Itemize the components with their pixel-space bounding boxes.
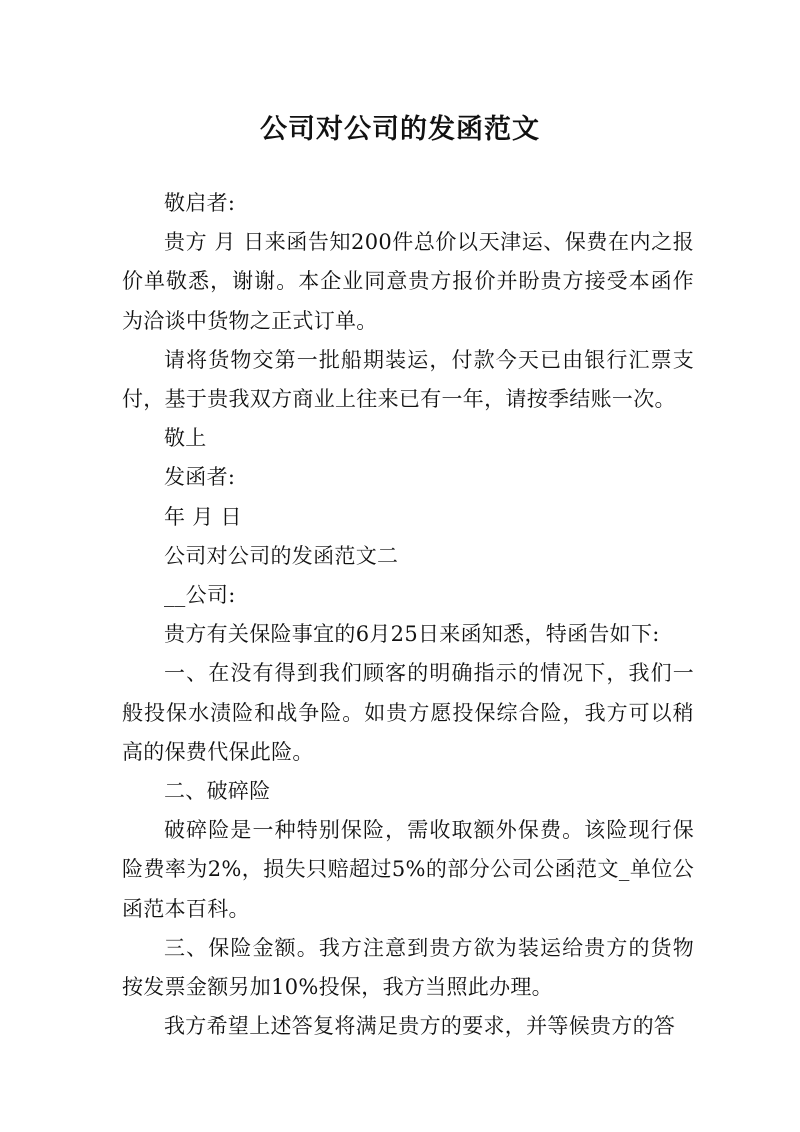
paragraph-insurance-item-1: 一、在没有得到我们顾客的明确指示的情况下，我们一般投保水渍险和战争险。如贵方愿投保综合险，我方可以稍高的保费代保此险。 — [122, 661, 694, 764]
paragraph-date-line: 年 月 日 — [164, 504, 242, 529]
document-body — [122, 184, 694, 1046]
paragraph-salutation: 敬启者: — [164, 191, 236, 215]
document-title: 公司对公司的发函范文 — [260, 114, 540, 146]
paragraph-sender-label: 发函者: — [164, 465, 236, 490]
paragraph-shipment-payment: 请将货物交第一批船期装运，付款今天已由银行汇票支付，基于贵我双方商业上往来已有一年，请按季结账一次。 — [122, 347, 694, 412]
paragraph-breakage-insurance: 破碎险是一种特别保险，需收取额外保费。该险现行保险费率为2%，损失只赔超过5%的部分公司公函范文_单位公函范本百科。 — [122, 818, 694, 921]
paragraph-order-confirmation: 贵方 月 日来函告知200件总价以天津运、保费在内之报价单敬悉，谢谢。本企业同意贵方报价并盼贵方接受本函作为洽谈中货物之正式订单。 — [122, 230, 694, 333]
paragraph-second-sample-title: 公司对公司的发函范文二 — [164, 543, 399, 568]
paragraph-insurance-intro: 贵方有关保险事宜的6月25日来函知悉，特函告如下: — [164, 622, 660, 647]
paragraph-company-recipient: __公司: — [164, 583, 236, 608]
paragraph-final-note: 我方希望上述答复将满足贵方的要求，并等候贵方的答 — [164, 1014, 676, 1039]
paragraph-insurance-item-2-heading: 二、破碎险 — [164, 779, 271, 804]
paragraph-insurance-amount: 三、保险金额。我方注意到贵方欲为装运给贵方的货物按发票金额另加10%投保，我方当照此办理。 — [122, 935, 694, 1000]
paragraph-closing: 敬上 — [164, 426, 207, 451]
